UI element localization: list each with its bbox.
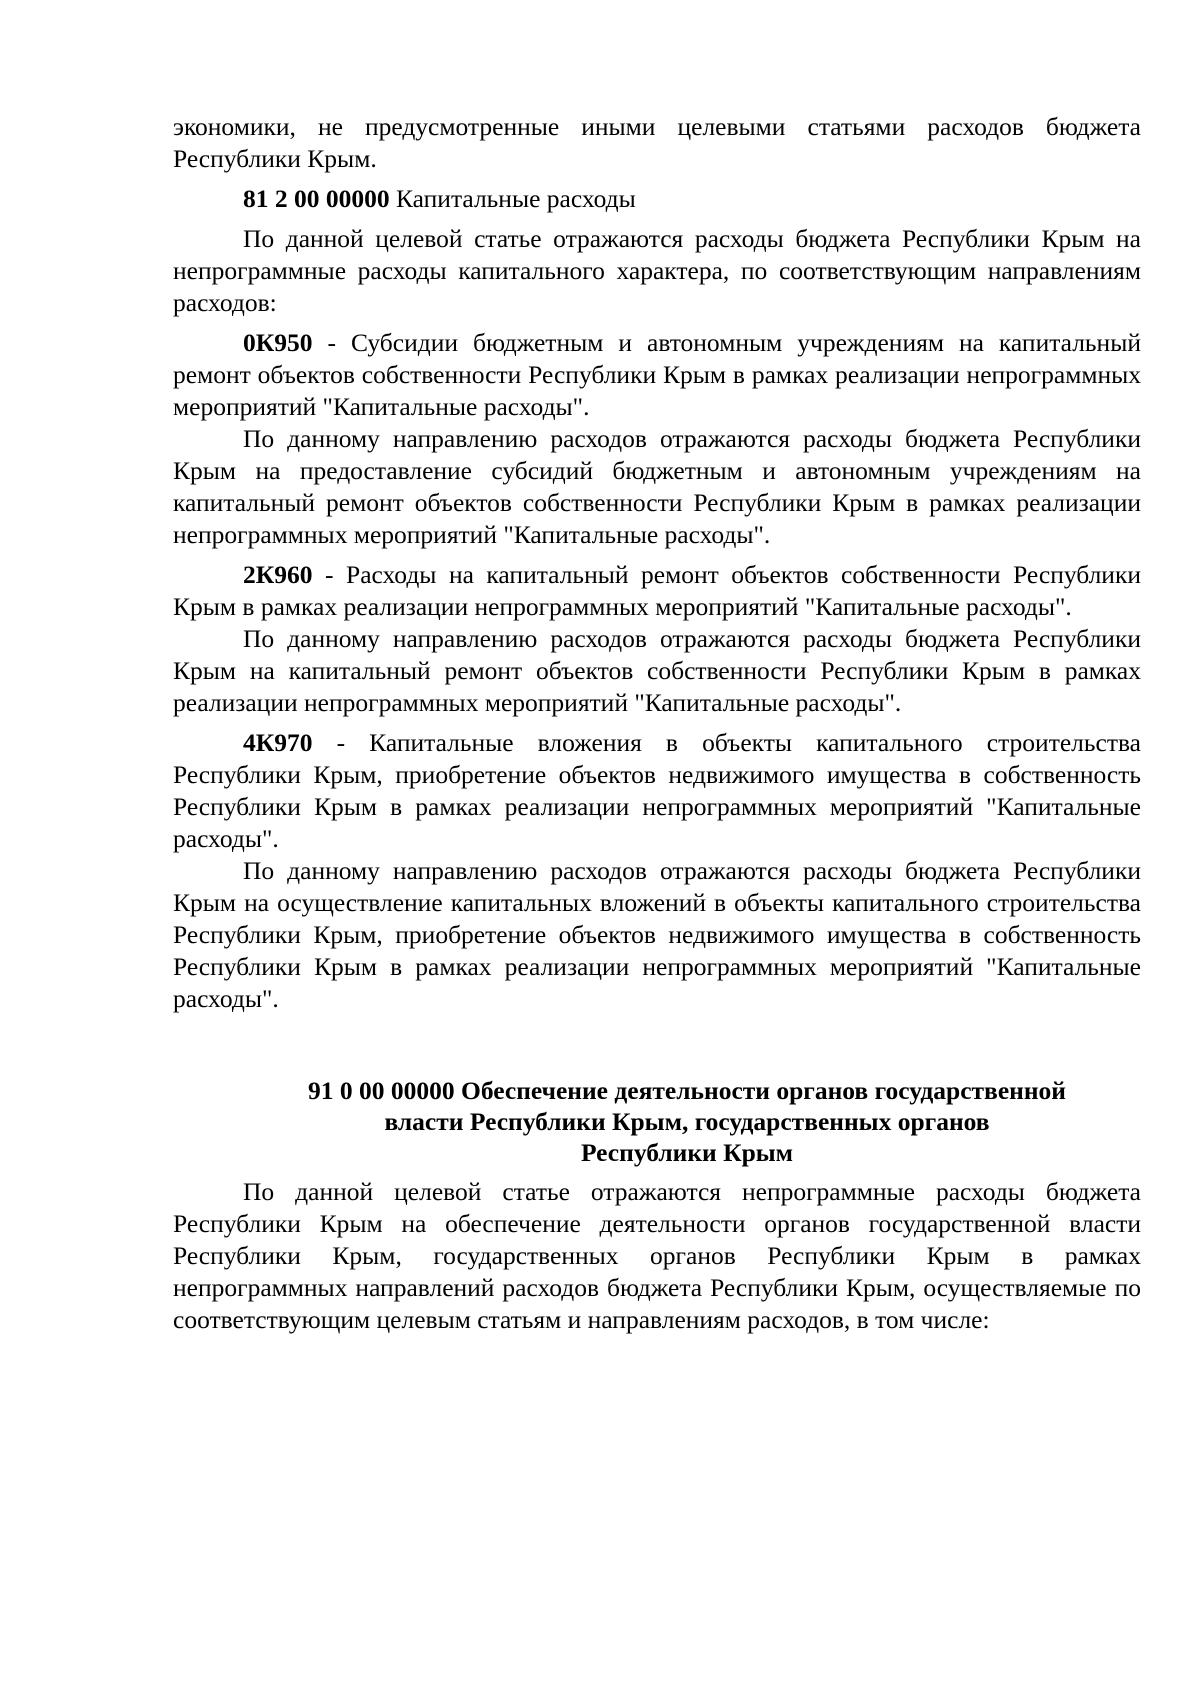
direction-4k970-description: По данному направлению расходов отражаются расходы бюджета Республики Крым на осуществление капитальных вложений в объекты капитального строительства Республики Крым, приобретение объектов недвижимого имущества в собственность Республики Крым в рамках реализации непрограммных мероприятий "Капитальные расходы". xyxy=(173,856,1141,1013)
direction-title: - Субсидии бюджетным и автономным учреждениям на капитальный ремонт объектов собственности Республики Крым в рамках реализации непрограммных мероприятий "Капитальные расходы". xyxy=(173,328,1141,421)
direction-code: 4К970 xyxy=(243,728,313,757)
section-title-text: Капитальные расходы xyxy=(389,184,636,213)
section-heading-91-0 xyxy=(173,1075,1141,1168)
paragraph-continuation: экономики, не предусмотренные иными целевыми статьями расходов бюджета Республики Крым. xyxy=(173,112,1141,173)
section-title-81-2 xyxy=(173,183,1141,215)
section-91-0-description: По данной целевой статье отражаются непрограммные расходы бюджета Республики Крым на обеспечение деятельности органов государственной власти Республики Крым, государственных органов Республики Крым в рамках непрограммных направлений расходов бюджета Республики Крым, осуществляемые по соответствующим целевым статьям и направлениям расходов, в том числе: xyxy=(173,1177,1141,1334)
heading-line: 91 0 00 00000 Обеспечение деятельности органов государственной xyxy=(308,1076,1066,1105)
heading-line: Республики Крым xyxy=(580,1138,794,1167)
direction-title: - Капитальные вложения в объекты капитального строительства Республики Крым, приобретение объектов недвижимого имущества в собственность Республики Крым в рамках реализации непрограммных мероприятий "Капитальные расходы". xyxy=(173,728,1141,853)
document-body xyxy=(173,111,1141,1336)
direction-2k960-description: По данному направлению расходов отражаются расходы бюджета Республики Крым на капитальный ремонт объектов собственности Республики Крым в рамках реализации непрограммных мероприятий "Капитальные расходы". xyxy=(173,624,1141,717)
heading-line: власти Республики Крым, государственных органов xyxy=(384,1107,990,1136)
direction-0k950 xyxy=(173,327,1141,423)
direction-0k950-description: По данному направлению расходов отражаются расходы бюджета Республики Крым на предоставление субсидий бюджетным и автономным учреждениям на капитальный ремонт объектов собственности Республики Крым в рамках реализации непрограммных мероприятий "Капитальные расходы". xyxy=(173,424,1141,549)
direction-4k970 xyxy=(173,727,1141,855)
direction-code: 0К950 xyxy=(243,328,313,357)
direction-code: 2К960 xyxy=(243,560,313,589)
section-description: По данной целевой статье отражаются расходы бюджета Республики Крым на непрограммные расходы капитального характера, по соответствующим направлениям расходов: xyxy=(173,224,1141,317)
section-code: 81 2 00 00000 xyxy=(243,184,390,213)
direction-2k960 xyxy=(173,559,1141,623)
direction-title: - Расходы на капитальный ремонт объектов собственности Республики Крым в рамках реализации непрограммных мероприятий "Капитальные расходы". xyxy=(173,560,1141,621)
